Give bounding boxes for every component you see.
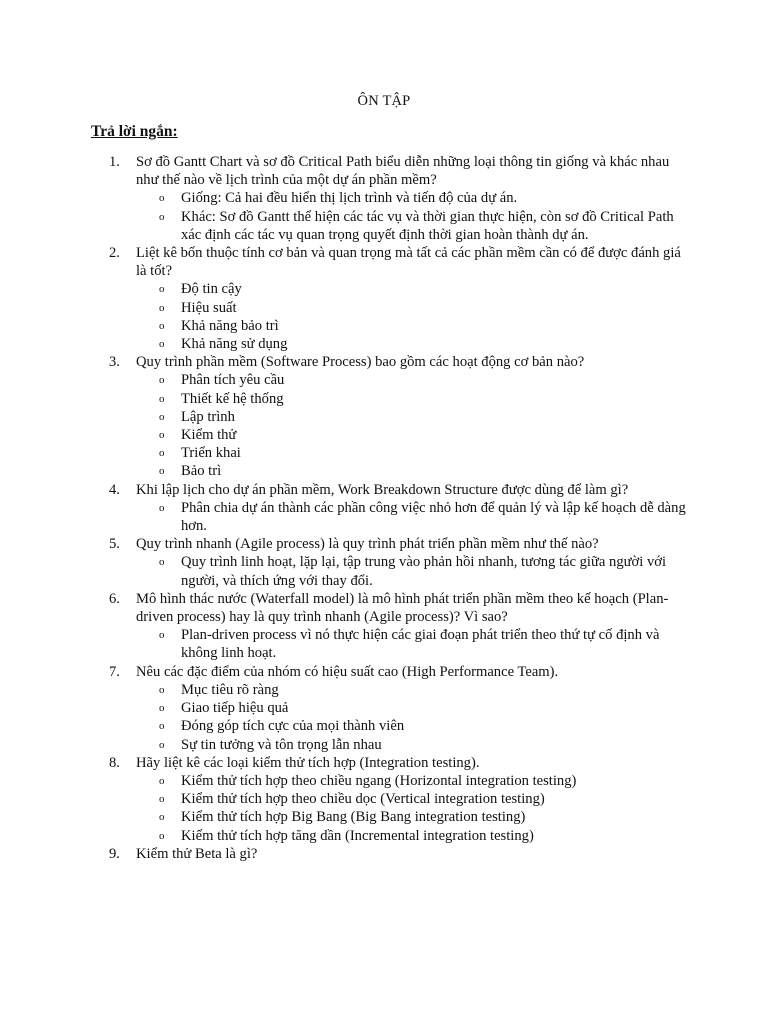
question-item — [91, 590, 691, 663]
answer-text: Lập trình — [181, 408, 235, 425]
answer-item — [136, 827, 691, 845]
answer-item — [136, 426, 691, 444]
hollow-bullet-icon: o — [159, 392, 165, 405]
answer-item — [136, 408, 691, 426]
hollow-bullet-icon: o — [159, 556, 165, 569]
answer-text: Triển khai — [181, 445, 241, 462]
hollow-bullet-icon: o — [159, 720, 165, 733]
answer-list — [136, 189, 691, 244]
answer-text: Phân chia dự án thành các phần công việc nhỏ hơn để quản lý và lập kế hoạch dễ dàng hơn. — [181, 499, 686, 535]
answer-text: Hiệu suất — [181, 299, 237, 316]
hollow-bullet-icon: o — [159, 811, 165, 824]
hollow-bullet-icon: o — [159, 374, 165, 387]
hollow-bullet-icon: o — [159, 629, 165, 642]
hollow-bullet-icon: o — [159, 338, 165, 351]
question-text: Quy trình phần mềm (Software Process) bao gồm các hoạt động cơ bản nào? — [136, 354, 585, 371]
answer-item — [136, 299, 691, 317]
answer-list — [136, 280, 691, 353]
answer-text: Phân tích yêu cầu — [181, 372, 285, 389]
hollow-bullet-icon: o — [159, 702, 165, 715]
question-text: Kiểm thử Beta là gì? — [136, 845, 258, 862]
answer-text: Khác: Sơ đồ Gantt thể hiện các tác vụ và thời gian thực hiện, còn sơ đồ Critical Path xác định các tác vụ quan trọng quyết định thời gian hoàn thành dự án. — [181, 208, 674, 243]
hollow-bullet-icon: o — [159, 319, 165, 332]
answer-text: Khả năng sử dụng — [181, 336, 288, 353]
question-number: 6. — [109, 590, 120, 607]
hollow-bullet-icon: o — [159, 501, 165, 514]
answer-list — [136, 626, 691, 662]
hollow-bullet-icon: o — [159, 410, 165, 423]
hollow-bullet-icon: o — [159, 429, 165, 442]
hollow-bullet-icon: o — [159, 738, 165, 751]
hollow-bullet-icon: o — [159, 192, 165, 205]
answer-list — [136, 772, 691, 845]
hollow-bullet-icon: o — [159, 793, 165, 806]
answer-item — [136, 335, 691, 353]
question-number: 4. — [109, 481, 120, 498]
answer-list — [136, 681, 691, 754]
answer-item — [136, 808, 691, 826]
hollow-bullet-icon: o — [159, 829, 165, 842]
answer-text: Kiểm thử — [181, 427, 237, 444]
answer-text: Bảo trì — [181, 463, 222, 480]
answer-item — [136, 208, 691, 244]
question-number: 7. — [109, 663, 120, 680]
answer-item — [136, 717, 691, 735]
hollow-bullet-icon: o — [159, 447, 165, 460]
question-text: Hãy liệt kê các loại kiểm thử tích hợp (Integration testing). — [136, 754, 480, 771]
answer-list — [136, 371, 691, 480]
question-number: 2. — [109, 245, 120, 262]
answer-text: Thiết kế hệ thống — [181, 390, 284, 407]
question-item — [91, 663, 691, 754]
answer-item — [136, 444, 691, 462]
answer-text: Khả năng bảo trì — [181, 317, 279, 334]
question-text: Quy trình nhanh (Agile process) là quy trình phát triển phần mềm như thế nào? — [136, 536, 599, 553]
question-text: Nêu các đặc điểm của nhóm có hiệu suất cao (High Performance Team). — [136, 663, 559, 680]
answer-text: Plan-driven process vì nó thực hiện các giai đoạn phát triển theo thứ tự cố định và không linh hoạt. — [181, 627, 660, 662]
question-number: 1. — [109, 154, 120, 170]
question-number: 3. — [109, 354, 120, 371]
hollow-bullet-icon: o — [159, 301, 165, 314]
answer-text: Kiểm thử tích hợp tăng dần (Incremental integration testing) — [181, 827, 534, 844]
hollow-bullet-icon: o — [159, 283, 165, 296]
answer-list — [136, 553, 691, 589]
answer-text: Giống: Cả hai đều hiển thị lịch trình và tiến độ của dự án. — [181, 190, 518, 207]
answer-item — [136, 772, 691, 790]
hollow-bullet-icon: o — [159, 210, 165, 223]
answer-text: Đóng góp tích cực của mọi thành viên — [181, 718, 405, 735]
answer-item — [136, 681, 691, 699]
answer-item — [136, 371, 691, 389]
question-text: Khi lập lịch cho dự án phần mềm, Work Breakdown Structure được dùng để làm gì? — [136, 481, 629, 498]
answer-text: Kiểm thử tích hợp theo chiều ngang (Horizontal integration testing) — [181, 772, 577, 789]
answer-item — [136, 317, 691, 335]
answer-list — [136, 499, 691, 535]
answer-item — [136, 390, 691, 408]
question-item — [91, 845, 691, 863]
question-number: 8. — [109, 754, 120, 771]
question-number: 9. — [109, 845, 120, 862]
answer-item — [136, 626, 691, 662]
hollow-bullet-icon: o — [159, 465, 165, 478]
answer-text: Mục tiêu rõ ràng — [181, 681, 279, 698]
answer-item — [136, 189, 691, 207]
answer-text: Quy trình linh hoạt, lặp lại, tập trung vào phản hồi nhanh, tương tác giữa người với người, và thích ứng với thay đổi. — [181, 554, 667, 589]
answer-item — [136, 280, 691, 298]
question-item — [91, 754, 691, 845]
answer-text: Kiểm thử tích hợp Big Bang (Big Bang integration testing) — [181, 809, 526, 826]
answer-text: Kiểm thử tích hợp theo chiều dọc (Vertical integration testing) — [181, 791, 545, 808]
question-item — [91, 153, 691, 244]
question-text: Sơ đồ Gantt Chart và sơ đồ Critical Path biểu diễn những loại thông tin giống và khác nhau như thế nào về lịch trình của một dự án phần mềm? — [136, 154, 670, 189]
answer-text: Độ tin cậy — [181, 281, 242, 298]
question-list — [91, 153, 691, 863]
answer-text: Giao tiếp hiệu quả — [181, 700, 289, 717]
answer-item — [136, 553, 691, 589]
question-text: Mô hình thác nước (Waterfall model) là mô hình phát triển phần mềm theo kế hoạch (Plan-driven process) hay là quy trình nhanh (Agile process)? Vì sao? — [136, 590, 669, 626]
question-number: 5. — [109, 536, 120, 553]
hollow-bullet-icon: o — [159, 774, 165, 787]
answer-text: Sự tin tưởng và tôn trọng lẫn nhau — [181, 736, 382, 753]
question-text: Liệt kê bốn thuộc tính cơ bản và quan trọng mà tất cả các phần mềm cần có để được đánh giá là tốt? — [136, 245, 681, 280]
answer-item — [136, 462, 691, 480]
answer-item — [136, 790, 691, 808]
question-item — [91, 535, 691, 590]
section-heading: Trả lời ngắn: — [91, 123, 178, 140]
answer-item — [136, 699, 691, 717]
question-item — [91, 244, 691, 353]
question-item — [91, 481, 691, 536]
page-title: ÔN TẬP — [357, 93, 411, 109]
answer-item — [136, 499, 691, 535]
answer-item — [136, 736, 691, 754]
hollow-bullet-icon: o — [159, 683, 165, 696]
question-item — [91, 353, 691, 480]
